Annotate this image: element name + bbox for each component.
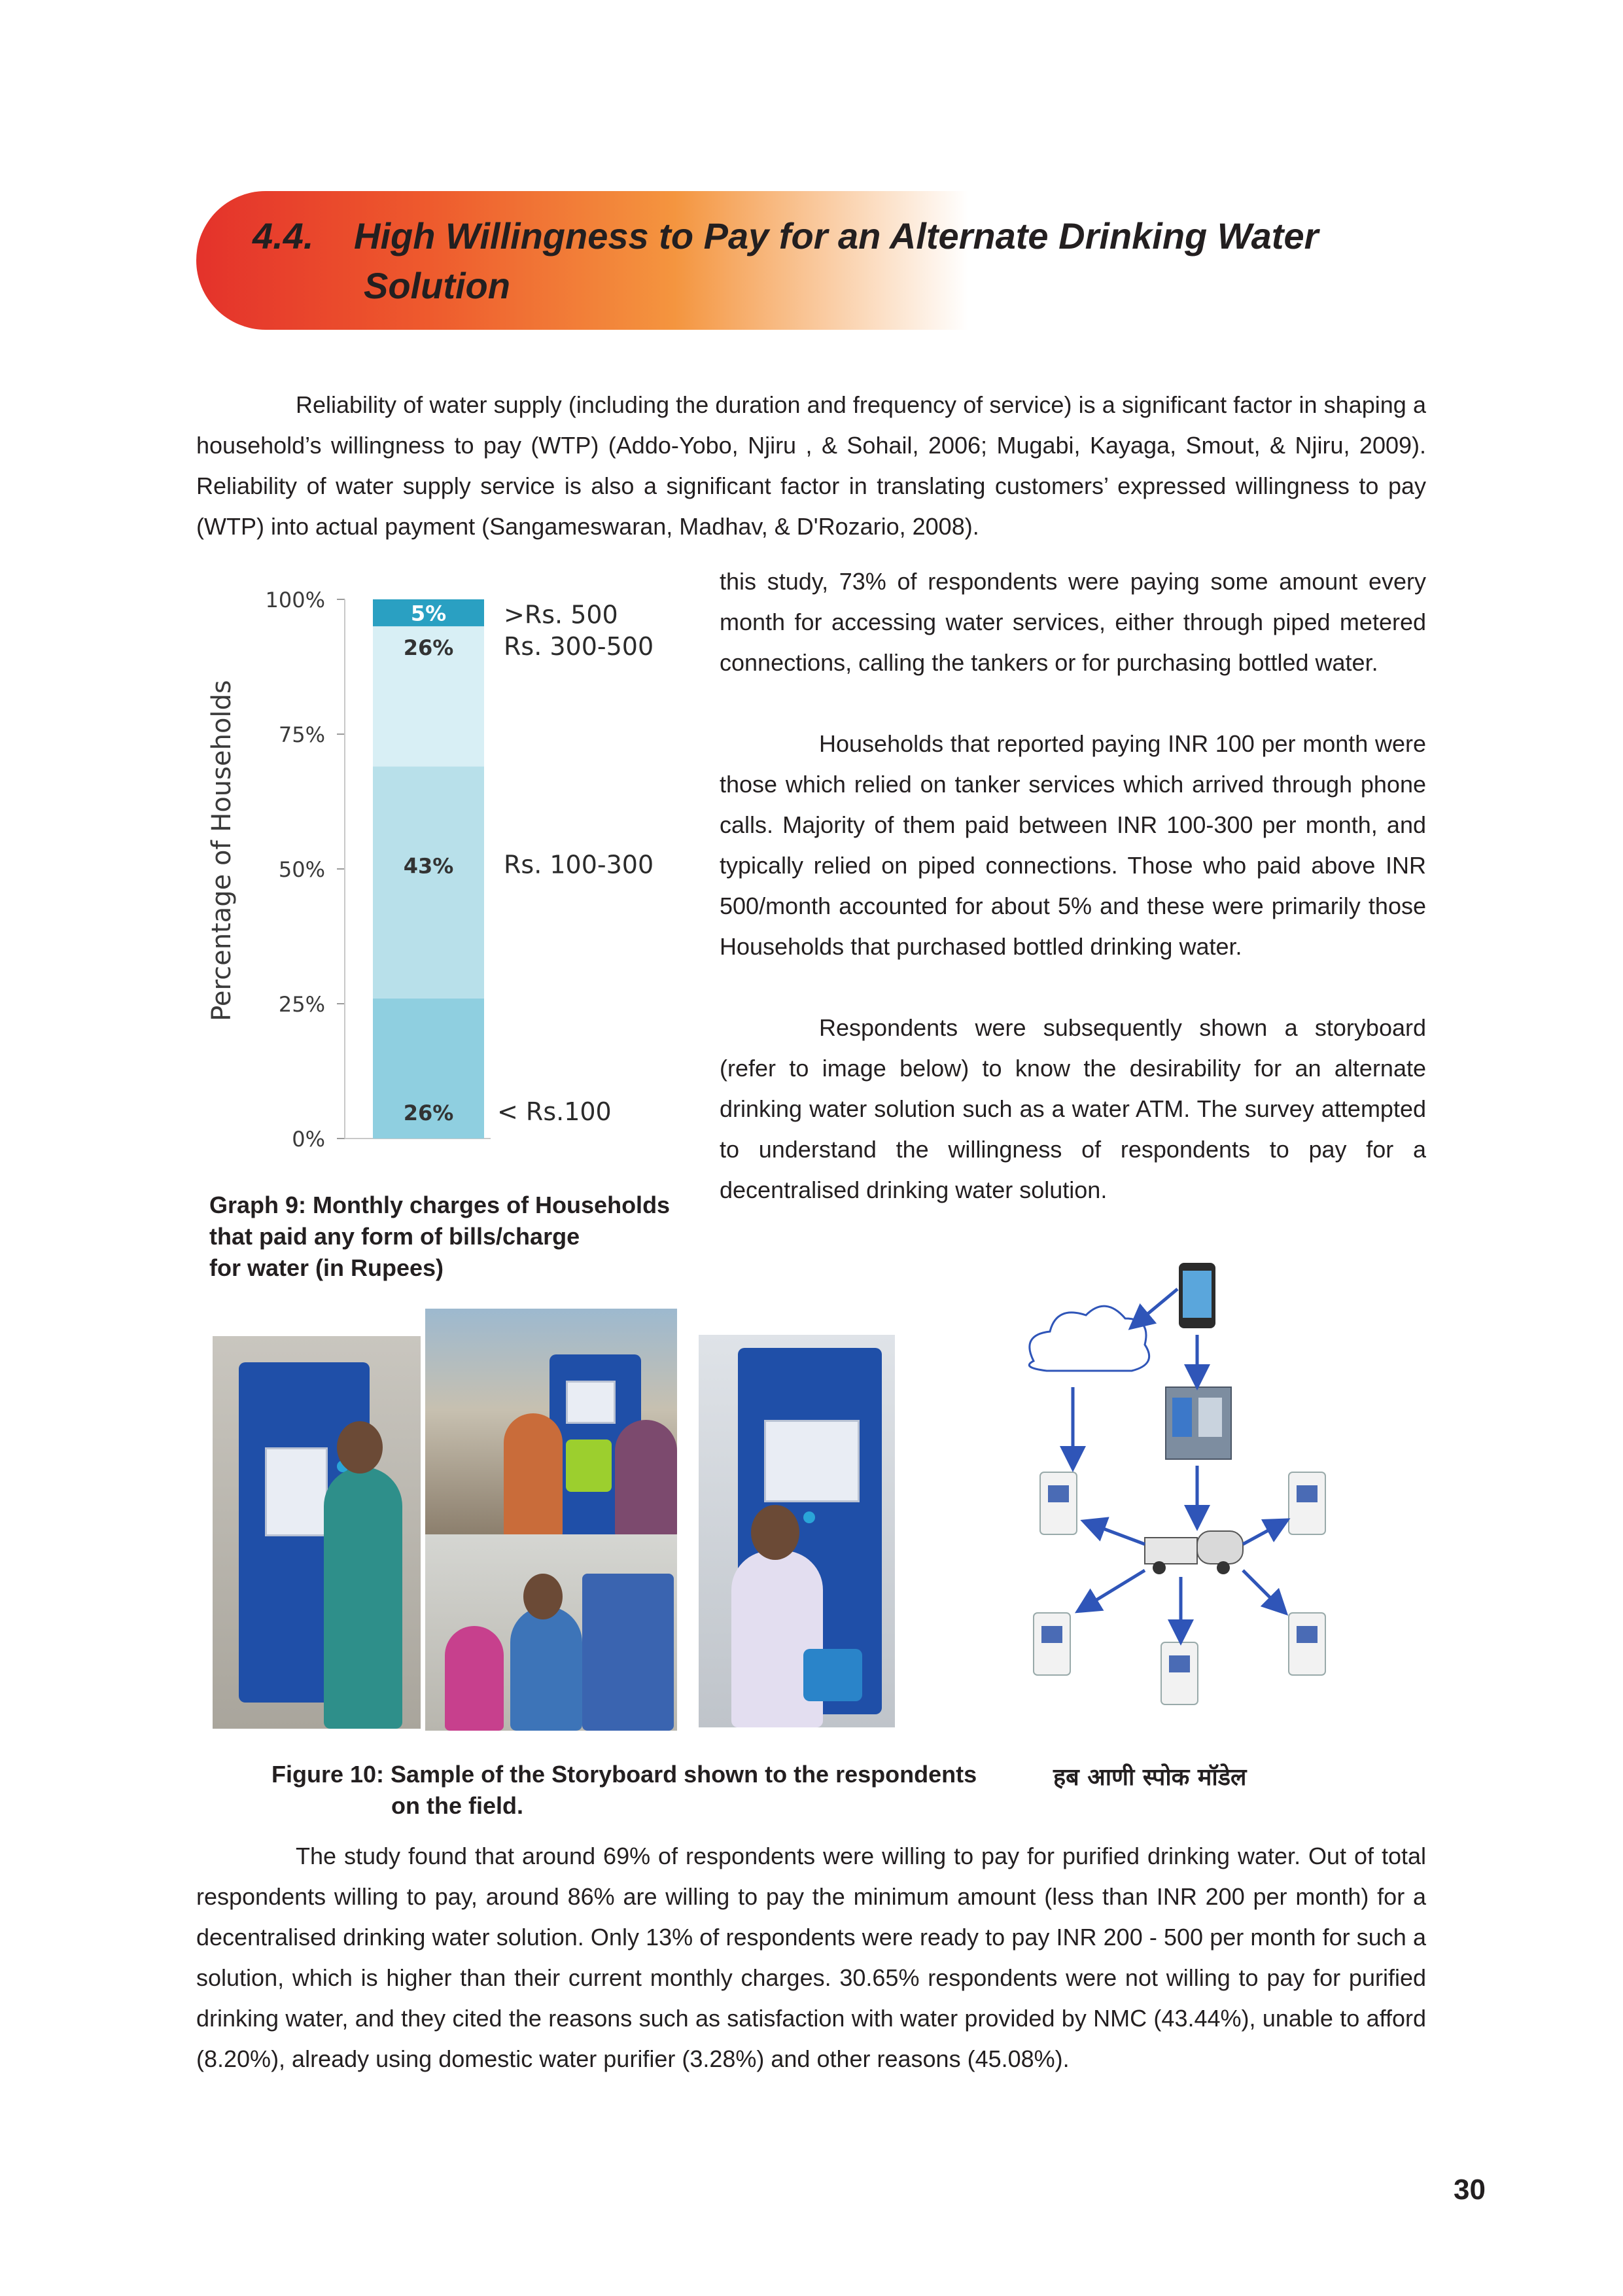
graph-caption-line3: for water (in Rupees) — [209, 1254, 444, 1281]
bar-segment — [373, 766, 484, 998]
households-paragraph: Households that reported paying INR 100 per month were those which relied on tanker services which arrived through phone calls. Majority of them paid between INR 100-300 per month, and typically relied on piped connections. Those who paid above INR 500/month accounted for about 5% and these were primarily those Households that purchased bottled drinking water. — [720, 730, 1426, 960]
y-tick-label: 100% — [265, 588, 325, 612]
tanker-truck-icon — [1145, 1531, 1243, 1574]
y-tick-label: 50% — [278, 857, 325, 882]
y-axis-title: Percentage of Households — [207, 680, 237, 1021]
findings-paragraph: The study found that around 69% of respondents were willing to pay for purified drinking water. Out of total respondents willing to pay, around 86% are willing to pay the minimum amount (less than INR 200 per month) for a decentralised drinking water solution. Only 13% of respondents were ready to pay INR 200 - 500 per month for such a solution, which is higher than their current monthly charges. 30.65% respondents were not willing to pay for purified drinking water, and they cited the reasons such as satisfaction with water provided by NMC (43.44%), unable to afford (8.20%), already using domestic water purifier (3.28%) and other reasons (45.08%). — [196, 1843, 1426, 2072]
photo-boy-at-atm — [699, 1335, 895, 1727]
bar-value-label: 26% — [403, 1101, 454, 1125]
hub-spoke-label: हब आणी स्पोक मॉडेल — [1053, 1764, 1247, 1791]
y-tick-label: 0% — [292, 1127, 325, 1152]
bar-category-label: < Rs.100 — [497, 1097, 612, 1126]
chart-category-labels — [497, 601, 654, 1126]
study-paragraph: this study, 73% of respondents were paying some amount every month for accessing water services, either through piped metered connections, calling the tankers or for purchasing bottled water. — [720, 568, 1426, 676]
bar-category-label: >Rs. 500 — [504, 600, 618, 629]
graph-caption — [209, 1190, 693, 1284]
intro-paragraph: Reliability of water supply (including the duration and frequency of service) is a significant factor in shaping a household’s willingness to pay (WTP) (Addo-Yobo, Njiru , & Sohail, 2006; Mugabi, Kayaga, Smout, & Njiru, 2009). Reliability of water supply service is also a significant factor in translating customers’ expressed willingness to pay (WTP) into actual payment (Sangameswaran, Madhav, & D'Rozario, 2008). — [196, 391, 1426, 540]
graph-caption-line1: Graph 9: Monthly charges of Households — [209, 1192, 671, 1218]
figure-caption-line2: on the field. — [391, 1792, 523, 1819]
page-number: 30 — [1454, 2174, 1486, 2206]
smartphone-icon — [1179, 1263, 1215, 1328]
photo-water-atm-man — [213, 1336, 421, 1729]
bar-value-label: 5% — [410, 601, 447, 626]
figure-caption-line1: Figure 10: Sample of the Storyboard shown to the respondents — [271, 1761, 977, 1788]
hub-spoke-svg — [1014, 1250, 1367, 1721]
bar-category-label: Rs. 300-500 — [504, 632, 654, 662]
y-tick-label: 25% — [278, 992, 325, 1017]
graph-caption-line2: that paid any form of bills/charge — [209, 1223, 580, 1250]
photo-women-filling-water — [425, 1534, 677, 1731]
purification-plant-icon — [1166, 1387, 1231, 1459]
photo-women-at-kiosk — [425, 1309, 677, 1534]
storyboard-paragraph: Respondents were subsequently shown a storyboard (refer to image below) to know the desirability for an alternate drinking water solution such as a water ATM. The survey attempted to understand the willingness of respondents to pay for a decentralised drinking water solution. — [720, 1014, 1426, 1203]
bar-category-label: Rs. 100-300 — [504, 850, 654, 879]
monthly-charges-chart — [196, 576, 680, 1178]
hub-spoke-diagram — [1014, 1250, 1367, 1721]
bar-value-label: 43% — [403, 853, 454, 879]
bar-value-label: 26% — [403, 635, 454, 661]
section-title-line2: Solution — [364, 265, 510, 306]
section-title-line1: High Willingness to Pay for an Alternate Drinking Water — [354, 215, 1319, 256]
heading-banner — [196, 191, 968, 330]
y-tick-label: 75% — [278, 722, 325, 747]
section-number: 4.4. — [253, 215, 314, 256]
cloud-icon — [1029, 1306, 1149, 1371]
chart-svg — [196, 576, 680, 1178]
